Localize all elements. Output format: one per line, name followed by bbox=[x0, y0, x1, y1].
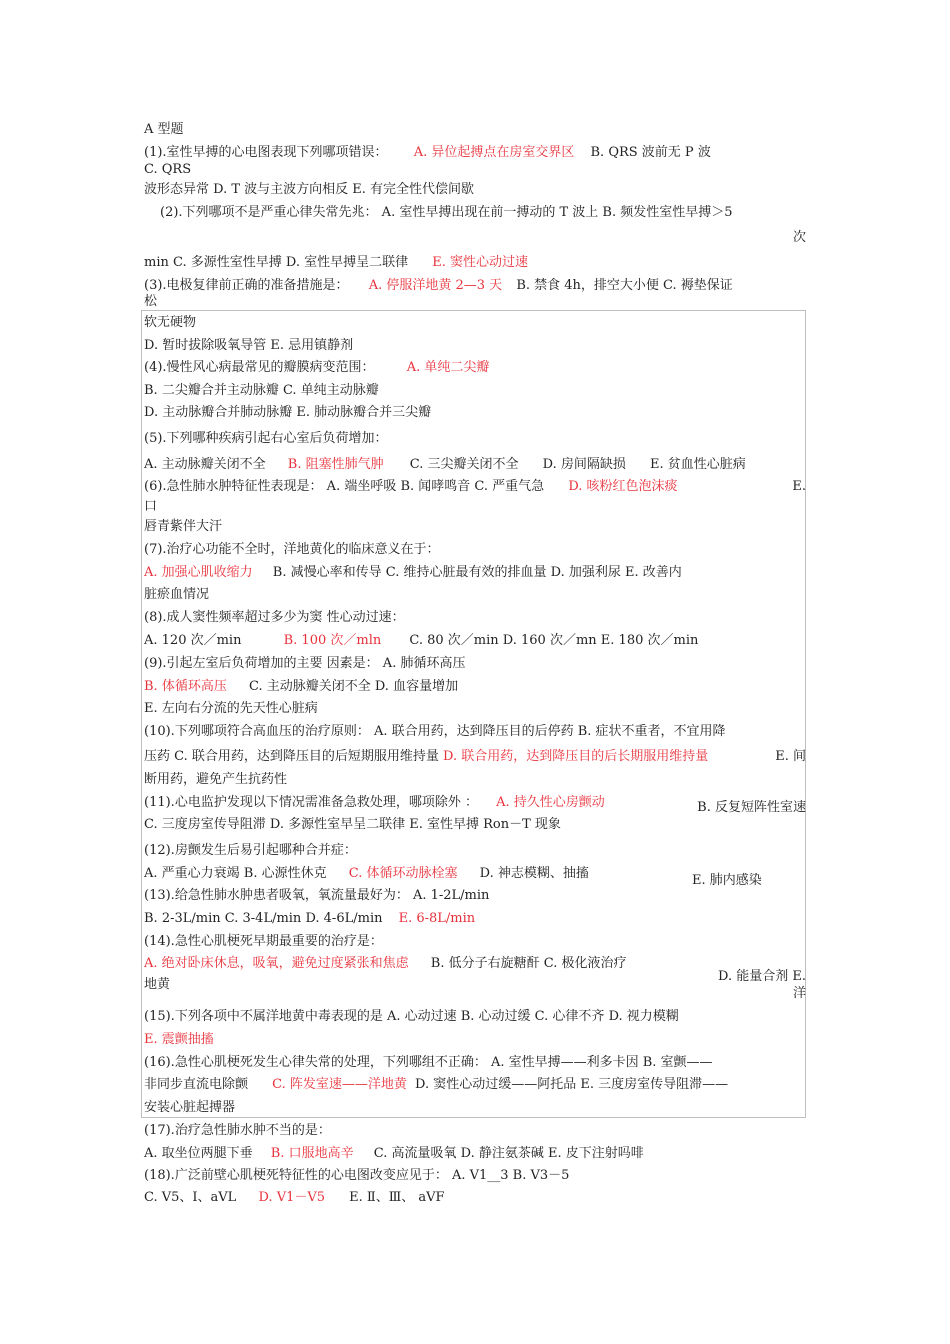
q11-line2: C. 三度房室传导阻滞 D. 多源性室早呈二联律 E. 室性早搏 Ron－T 现象 bbox=[144, 817, 561, 832]
q14-answer: A. 绝对卧床休息，吸氧，避免过度紧张和焦虑 bbox=[144, 956, 409, 971]
q12-line2: A. 严重心力衰竭 B. 心源性休克 bbox=[144, 866, 327, 881]
q13-options bbox=[144, 910, 475, 928]
q12-option-d: D. 神志模糊、抽搐 bbox=[479, 866, 589, 881]
q17-rest: C. 高流量吸氧 D. 静注氨茶碱 E. 皮下注射吗啡 bbox=[373, 1146, 644, 1161]
q2-wrap: 次 bbox=[792, 230, 806, 245]
q4-stem: (4).慢性风心病最常见的瓣膜病变范围： bbox=[144, 360, 375, 375]
q3-wrap: 松 bbox=[144, 294, 158, 309]
q16-answer: C. 阵发室速——洋地黄 bbox=[272, 1077, 407, 1092]
question-7: (7).治疗心功能不全时，洋地黄化的临床意义在于： bbox=[144, 542, 440, 557]
q15-answer-text: E. 震颤抽搐 bbox=[144, 1032, 214, 1047]
q5-answer: B. 阻塞性肺气肿 bbox=[287, 457, 384, 472]
question-4 bbox=[144, 359, 489, 377]
q10-answer: D. 联合用药，达到降压目的后长期服用维持量 bbox=[443, 749, 709, 764]
q1-option-b: B. QRS 波前无 P 波 bbox=[590, 145, 711, 160]
q1-option-c: C. QRS bbox=[144, 162, 192, 177]
q8-rest: C. 80 次／min D. 160 次／mn E. 180 次／min bbox=[409, 633, 699, 648]
q4-line2: B. 二尖瓣合并主动脉瓣 C. 单纯主动脉瓣 bbox=[144, 383, 379, 398]
q14-line2: 地黄 bbox=[144, 977, 171, 992]
question-8: (8).成人窦性频率超过多少为窦 性心动过速： bbox=[144, 610, 405, 625]
q9-answer: B. 体循环高压 bbox=[144, 679, 227, 694]
question-5: (5).下列哪种疾病引起右心室后负荷增加： bbox=[144, 431, 388, 446]
q11-answer: A. 持久性心房颤动 bbox=[496, 795, 605, 810]
question-9: (9).引起左室后负荷增加的主要 因素是： A. 肺循环高压 bbox=[144, 656, 466, 671]
q16-line2-text: 非同步直流电除颤 bbox=[144, 1077, 249, 1092]
question-17: (17).治疗急性肺水肿不当的是： bbox=[144, 1123, 331, 1138]
q7-line2: 脏瘀血情况 bbox=[144, 587, 210, 602]
q13-line2: B. 2-3L/min C. 3-4L/min D. 4-6L/min bbox=[144, 911, 383, 926]
q13-answer: E. 6-8L/min bbox=[398, 911, 476, 926]
q6-stem: (6).急性肺水肿特征性表现是： A. 端坐呼吸 B. 闻哮鸣音 C. 严重气急 bbox=[144, 479, 545, 494]
q7-rest: B. 减慢心率和传导 C. 维持心脏最有效的排血量 D. 加强利尿 E. 改善内 bbox=[272, 565, 682, 580]
question-18: (18).广泛前壁心肌梗死特征性的心电图改变应见于： A. V1__3 B. V3－5 bbox=[144, 1168, 570, 1183]
q6-answer: D. 咳粉红色泡沫痰 bbox=[568, 479, 678, 494]
q8-answer: B. 100 次／mln bbox=[283, 633, 382, 648]
section-heading: A 型题 bbox=[144, 122, 184, 137]
q8-option-a: A. 120 次／min bbox=[144, 633, 242, 648]
q9-options bbox=[144, 678, 458, 696]
question-1 bbox=[144, 144, 711, 162]
q2-line2 bbox=[144, 254, 528, 272]
q12-options bbox=[144, 865, 589, 883]
q2-line2-text: min C. 多源性室性早搏 D. 室性早搏呈二联律 bbox=[144, 255, 409, 270]
q10-line2-text: 压药 C. 联合用药，达到降压目的后短期服用维持量 bbox=[144, 749, 439, 764]
q3-stem: (3).电极复律前正确的准备措施是： bbox=[144, 278, 349, 293]
q18-options bbox=[144, 1189, 445, 1207]
q6-wrap: 口 bbox=[144, 499, 158, 514]
q7-options bbox=[144, 564, 682, 582]
q14-options bbox=[144, 955, 627, 973]
question-13: (13).给急性肺水肿患者吸氧，氧流量最好为： A. 1-2L/min bbox=[144, 888, 490, 903]
question-6 bbox=[144, 478, 678, 496]
q2-answer: E. 窦性心动过速 bbox=[432, 255, 529, 270]
q16-line2 bbox=[144, 1076, 728, 1094]
q6-line2: 唇青紫伴大汗 bbox=[144, 519, 223, 534]
q10-line2 bbox=[144, 748, 708, 766]
q11-option-b: B. 反复短阵性室速 bbox=[697, 800, 806, 815]
question-14: (14).急性心肌梗死早期最重要的治疗是： bbox=[144, 934, 383, 949]
question-12: (12).房颤发生后易引起哪种合并症： bbox=[144, 843, 357, 858]
q14-rest: B. 低分子右旋糖酐 C. 极化液治疗 bbox=[430, 956, 627, 971]
q17-answer: B. 口服地高辛 bbox=[270, 1146, 354, 1161]
question-2: (2).下列哪项不是严重心律失常先兆： A. 室性早搏出现在前一搏动的 T 波上 B. 频发性室性早搏＞5 bbox=[160, 205, 733, 220]
q3-line2: 软无硬物 bbox=[144, 315, 197, 330]
q5-option-e: E. 贫血性心脏病 bbox=[650, 457, 746, 472]
q5-options bbox=[144, 456, 746, 474]
q9-rest: C. 主动脉瓣关闭不全 D. 血容量增加 bbox=[248, 679, 459, 694]
q1-stem: (1).室性早搏的心电图表现下列哪项错误： bbox=[144, 145, 388, 160]
q7-answer: A. 加强心肌收缩力 bbox=[144, 565, 253, 580]
q10-line3: 断用药，避免产生抗药性 bbox=[144, 772, 288, 787]
question-10: (10).下列哪项符合高血压的治疗原则： A. 联合用药，达到降压目的后停药 B. 症状不重者，不宜用降 bbox=[144, 724, 726, 739]
q6-option-e: E. bbox=[792, 479, 806, 494]
q5-option-a: A. 主动脉瓣关闭不全 bbox=[144, 457, 266, 472]
q4-answer: A. 单纯二尖瓣 bbox=[406, 360, 490, 375]
q16-rest: D. 窦性心动过缓——阿托品 E. 三度房室传导阻滞—— bbox=[415, 1077, 729, 1092]
q3-rest: B. 禁食 4h，排空大小便 C. 褥垫保证 bbox=[516, 278, 733, 293]
q14-wrap: 洋 bbox=[792, 986, 806, 1001]
q12-option-e: E. 肺内感染 bbox=[692, 873, 762, 888]
q16-line3: 安装心脏起搏器 bbox=[144, 1100, 236, 1115]
q18-answer: D. V1－V5 bbox=[258, 1190, 326, 1205]
q5-option-d: D. 房间隔缺损 bbox=[542, 457, 626, 472]
q12-answer: C. 体循环动脉栓塞 bbox=[348, 866, 458, 881]
q17-options bbox=[144, 1145, 644, 1163]
q17-option-a: A. 取坐位两腿下垂 bbox=[144, 1146, 253, 1161]
q18-option-c: C. V5、I、aVL bbox=[144, 1190, 237, 1205]
q5-option-c: C. 三尖瓣关闭不全 bbox=[409, 457, 519, 472]
q15-answer bbox=[144, 1031, 214, 1049]
q10-option-e: E. 间 bbox=[775, 749, 806, 764]
q14-option-d: D. 能量合剂 E. bbox=[718, 969, 806, 984]
q1-answer: A. 异位起搏点在房室交界区 bbox=[413, 145, 575, 160]
question-11 bbox=[144, 794, 605, 812]
question-3 bbox=[144, 277, 733, 295]
question-16: (16).急性心肌梗死发生心律失常的处理，下列哪组不正确： A. 室性早搏——利多卡因 B. 室颤—— bbox=[144, 1055, 713, 1070]
q8-options bbox=[144, 632, 698, 650]
q11-stem: (11).心电监护发现以下情况需准备急救处理，哪项除外 ： bbox=[144, 795, 478, 810]
q3-answer: A. 停服洋地黄 2—3 天 bbox=[368, 278, 503, 293]
question-15: (15).下列各项中不属洋地黄中毒表现的是 A. 心动过速 B. 心动过缓 C. 心律不齐 D. 视力模糊 bbox=[144, 1009, 679, 1024]
q9-line3: E. 左向右分流的先天性心脏病 bbox=[144, 701, 318, 716]
q18-rest: E. Ⅱ、Ⅲ、 aVF bbox=[349, 1190, 445, 1205]
q3-line3: D. 暂时拔除吸氧导管 E. 忌用镇静剂 bbox=[144, 338, 354, 353]
q1-line2: 波形态异常 D. T 波与主波方向相反 E. 有完全性代偿间歇 bbox=[144, 182, 475, 197]
q4-line3: D. 主动脉瓣合并肺动脉瓣 E. 肺动脉瓣合并三尖瓣 bbox=[144, 405, 432, 420]
